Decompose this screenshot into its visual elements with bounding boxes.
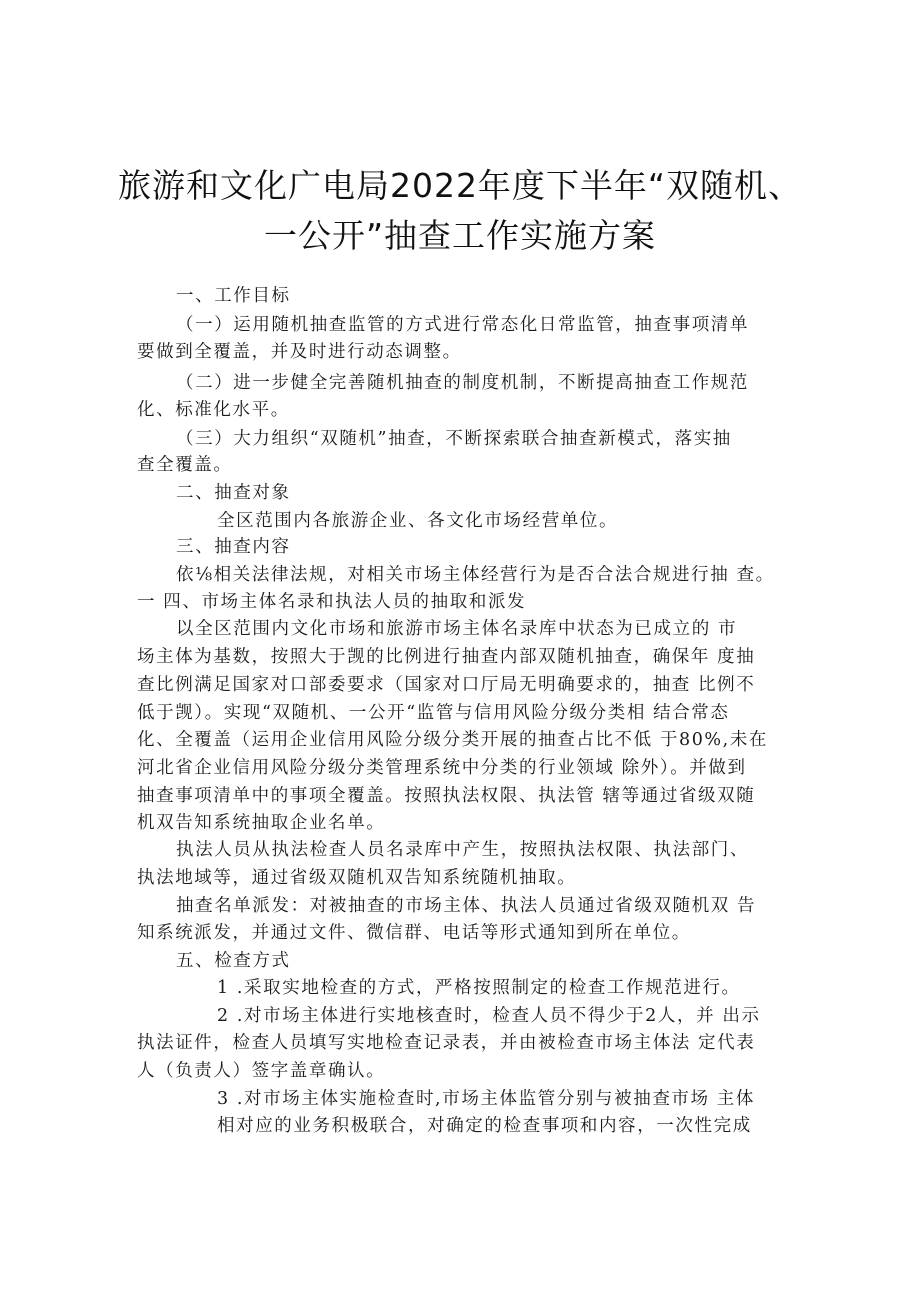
body-line: 2 .对市场主体进行实地核查时，检查人员不得少于2人，并 出示 [217, 1006, 761, 1026]
body-line: （一）运用随机抽查监管的方式进行常态化日常监管，抽查事项清单 [176, 315, 749, 335]
body-line: 化、标准化水平。 [137, 400, 290, 420]
body-line: 化、全覆盖（运用企业信用风险分级分类开展的抽查占比不低 于80%,未在 [137, 730, 769, 750]
body-line: 执法证件，检查人员填写实地检查记录表，并由被检查市场主体法 定代表 [137, 1033, 756, 1053]
body-line: （三）大力组织“双随机”抽查，不断探索联合抽查新模式，落实抽 [176, 429, 732, 449]
body-line: 以全区范围内文化市场和旅游市场主体名录库中状态为已成立的 市 [176, 619, 738, 639]
body-line: 执法地域等，通过省级双随机双告知系统随机抽取。 [137, 868, 577, 888]
body-line: 人（负责人）签字盖章确认。 [137, 1061, 386, 1081]
body-line: 场主体为基数，按照大于觊的比例进行抽查内部双随机抽查，确保年 度抽 [137, 647, 756, 667]
section-heading: 五、检查方式 [176, 951, 291, 971]
body-line: 抽查名单派发：对被抽查的市场主体、执法人员通过省级双随机双 告 [176, 896, 757, 916]
section-heading: 一、工作目标 [176, 286, 291, 306]
body-line: 河北省企业信用风险分级分类管理系统中分类的行业领域 除外）。并做到 [137, 758, 747, 778]
body-line: 要做到全覆盖，并及时进行动态调整。 [137, 342, 462, 362]
body-line: 查比例满足国家对口部委要求（国家对口厅局无明确要求的，抽查 比例不 [137, 675, 756, 695]
body-line: 抽查事项清单中的事项全覆盖。按照执法权限、执法管 辖等通过省级双随 [137, 786, 756, 806]
document-title-line-2: 一公开”抽查工作实施方案 [263, 216, 657, 255]
body-line: 查全覆盖。 [137, 455, 233, 475]
body-line: 知系统派发，并通过文件、微信群、电话等形式通知到所在单位。 [137, 923, 691, 943]
body-line: 机双告知系统抽取企业名单。 [137, 813, 386, 833]
body-line: 执法人员从执法检查人员名录库中产生，按照执法权限、执法部门、 [176, 840, 749, 860]
document-title-line-1: 旅游和文化广电局2022年度下半年“双随机、 [117, 166, 803, 205]
section-heading: 二、抽查对象 [176, 483, 291, 503]
section-heading: 三、抽查内容 [176, 537, 291, 557]
body-line: 3 .对市场主体实施检查时,市场主体监管分别与被抽查市场 主体 [217, 1089, 755, 1109]
body-line: 依⅛相关法律法规，对相关市场主体经营行为是否合法合规进行抽 查。 [176, 565, 775, 585]
body-line: 相对应的业务积极联合，对确定的检查事项和内容，一次性完成 [217, 1116, 752, 1136]
body-line: 全区范围内各旅游企业、各文化市场经营单位。 [217, 511, 619, 531]
body-line: 低于觊）。实现“双随机、一公开“监管与信用风险分级分类相 结合常态 [137, 703, 730, 723]
section-heading: 一 四、市场主体名录和执法人员的抽取和派发 [137, 592, 527, 612]
body-line: 1 .采取实地检查的方式，严格按照制定的检查工作规范进行。 [217, 978, 741, 998]
body-line: （二）进一步健全完善随机抽查的制度机制，不断提高抽查工作规范 [176, 373, 749, 393]
